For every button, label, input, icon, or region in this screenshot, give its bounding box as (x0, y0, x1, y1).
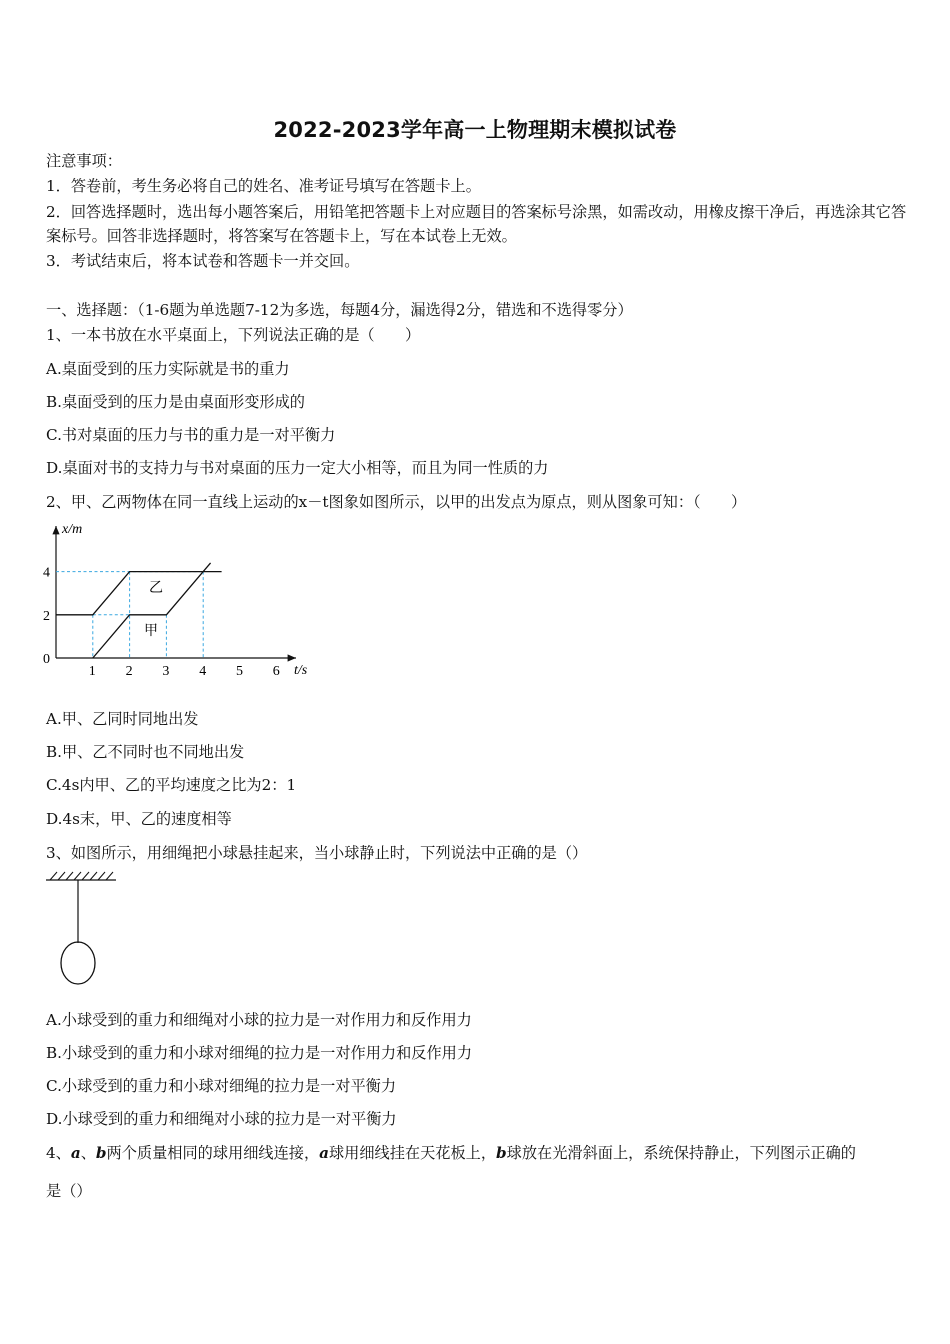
q1-option-d: D.桌面对书的支持力与书对桌面的压力一定大小相等，而且为同一性质的力 (46, 459, 549, 477)
q3-option-c: C.小球受到的重力和小球对细绳的拉力是一对平衡力 (46, 1077, 397, 1095)
series-label-jia: 甲 (144, 624, 158, 639)
page-title: 2022-2023学年高一上物理期末模拟试卷 (273, 118, 677, 142)
xt-graph (40, 518, 330, 688)
ball (61, 942, 95, 984)
y-tick-label: 4 (43, 565, 50, 581)
x-tick-label: 2 (125, 664, 133, 679)
hanging-ball-diagram (40, 868, 130, 993)
x-axis-label: t/s (294, 663, 308, 678)
q1-option-a: A.桌面受到的压力实际就是书的重力 (46, 360, 290, 378)
q3-option-a: A.小球受到的重力和细绳对小球的拉力是一对作用力和反作用力 (46, 1011, 472, 1029)
q2-option-b: B.甲、乙不同时也不同地出发 (46, 743, 245, 761)
x-tick-label: 6 (272, 664, 280, 679)
q2-option-a: A.甲、乙同时同地出发 (46, 710, 199, 728)
y-tick-label: 2 (43, 608, 50, 624)
notice-item-3: 3．考试结束后，将本试卷和答题卡一并交回。 (46, 252, 360, 270)
series-line-yi (56, 572, 222, 615)
question-3-stem: 3、如图所示，用细绳把小球悬挂起来，当小球静止时，下列说法中正确的是（） (46, 844, 588, 862)
q2-option-c: C.4s内甲、乙的平均速度之比为2：1 (46, 776, 297, 794)
x-tick-label: 1 (88, 664, 96, 679)
notice-heading: 注意事项： (46, 152, 122, 170)
notice-item-1: 1．答卷前，考生务必将自己的姓名、准考证号填写在答题卡上。 (46, 177, 481, 195)
series-label-yi: 乙 (149, 581, 163, 596)
notice-item-2: 2．回答选择题时，选出每小题答案后，用铅笔把答题卡上对应题目的答案标号涂黑，如需改动，用橡皮擦干净后，再选涂其它答案标号。回答非选择题时，将答案写在答题卡上，写在本试卷上无效。 (46, 203, 907, 245)
question-4-stem-line2: 是（） (46, 1182, 92, 1200)
q3-option-d: D.小球受到的重力和细绳对小球的拉力是一对平衡力 (46, 1110, 397, 1128)
q1-option-b: B.桌面受到的压力是由桌面形变形成的 (46, 393, 305, 411)
x-tick-label: 5 (236, 664, 243, 679)
y-tick-label: 0 (43, 652, 50, 667)
question-1-stem: 1、一本书放在水平桌面上，下列说法正确的是（ ） (46, 326, 421, 344)
x-tick-label: 3 (162, 664, 170, 679)
q1-option-c: C.书对桌面的压力与书的重力是一对平衡力 (46, 426, 336, 444)
y-axis-label: x/m (62, 522, 83, 537)
q2-option-d: D.4s末，甲、乙的速度相等 (46, 810, 232, 828)
x-tick-label: 4 (199, 664, 207, 679)
question-2-stem: 2、甲、乙两物体在同一直线上运动的x－t图象如图所示，以甲的出发点为原点，则从图象可知：（ ） (46, 493, 747, 511)
section-heading: 一、选择题：（1-6题为单选题7-12为多选，每题4分，漏选得2分，错选和不选得零分） (46, 301, 633, 319)
series-lines (56, 563, 222, 658)
q3-option-b: B.小球受到的重力和小球对细绳的拉力是一对作用力和反作用力 (46, 1044, 473, 1062)
series-line-jia (93, 563, 211, 658)
question-4-stem: 4、a、b两个质量相同的球用细线连接，a球用细线挂在天花板上，b球放在光滑斜面上，系统保持静止，下列图示正确的 (46, 1144, 856, 1162)
ceiling-hatch (50, 872, 113, 880)
